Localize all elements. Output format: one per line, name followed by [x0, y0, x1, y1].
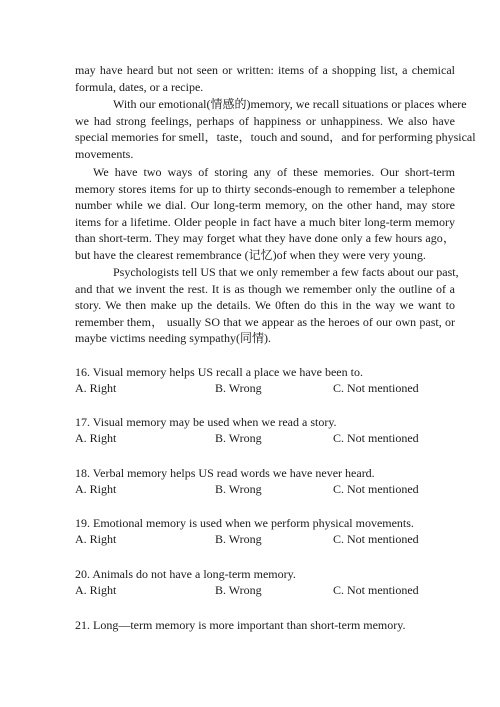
answer-options: [75, 531, 455, 547]
text-line: we had strong feelings, perhaps of happiness or unhappiness. We also have: [75, 113, 455, 128]
option-a: A. Right: [75, 431, 117, 445]
answer-options: [75, 380, 455, 396]
option-a: A. Right: [75, 482, 117, 496]
text-line: movements.: [75, 146, 134, 161]
text-line: items for a lifetime. Older people in fact have a much biter long-term memory: [75, 214, 455, 229]
option-a: A. Right: [75, 583, 117, 597]
question-18: [75, 465, 455, 497]
question-16: [75, 364, 455, 396]
text-line: may have heard but not seen or written: items of a shopping list, a chemical: [75, 63, 455, 77]
option-c: C. Not mentioned: [333, 532, 419, 546]
text-line: number while we dial. Our long-term memory, on the other hand, may store: [75, 198, 455, 212]
question-stem: 20. Animals do not have a long-term memory.: [75, 567, 296, 581]
question-stem: 16. Visual memory helps US recall a place we have been to.: [75, 365, 363, 379]
question-20: [75, 566, 455, 598]
option-c: C. Not mentioned: [333, 431, 419, 445]
answer-options: [75, 481, 455, 497]
text-line: special memories for smell，taste，touch and sound，and for performing physical: [75, 130, 476, 144]
text-line: than short-term. They may forget what they have done only a few hours ago，: [75, 231, 455, 245]
text-line: but have the clearest remembrance (记忆)of when they were very young.: [75, 247, 426, 262]
option-b: B. Wrong: [215, 431, 262, 445]
paragraph-continuation: [75, 62, 455, 95]
question-21: [75, 617, 455, 633]
text-line: story. We then make up the details. We 0ften do this in the way we want to: [75, 298, 455, 312]
paragraph-emotional-memory: [75, 96, 476, 162]
text-line: With our emotional(情感的)memory, we recall situations or places where: [113, 97, 467, 111]
paragraph-storing-memories: [75, 164, 455, 263]
option-c: C. Not mentioned: [333, 381, 419, 395]
paragraph-psychologists: [75, 264, 459, 347]
text-line: formula, dates, or a recipe.: [75, 79, 204, 94]
question-stem: 21. Long—term memory is more important than short-term memory.: [75, 618, 406, 632]
question-stem: 19. Emotional memory is used when we perform physical movements.: [75, 516, 414, 530]
option-c: C. Not mentioned: [333, 482, 419, 496]
text-line: maybe victims needing sympathy(同情).: [75, 331, 271, 345]
text-line: remember them， usually SO that we appear as the heroes of our own past, or: [75, 314, 455, 329]
question-17: [75, 414, 455, 446]
option-b: B. Wrong: [215, 583, 262, 597]
text-line: Psychologists tell US that we only remember a few facts about our past,: [113, 265, 459, 279]
option-a: A. Right: [75, 532, 117, 546]
option-b: B. Wrong: [215, 532, 262, 546]
text-line: We have two ways of storing any of these memories. Our short-term: [93, 165, 455, 179]
question-stem: 18. Verbal memory helps US read words we have never heard.: [75, 466, 375, 480]
option-a: A. Right: [75, 381, 117, 395]
option-c: C. Not mentioned: [333, 583, 419, 597]
text-line: memory stores items for up to thirty seconds-enough to remember a telephone: [75, 181, 455, 196]
question-stem: 17. Visual memory may be used when we read a story.: [75, 415, 337, 429]
question-19: [75, 515, 455, 547]
text-line: and that we invent the rest. It is as though we remember only the outline of a: [75, 281, 455, 296]
option-b: B. Wrong: [215, 381, 262, 395]
option-b: B. Wrong: [215, 482, 262, 496]
answer-options: [75, 582, 455, 598]
answer-options: [75, 430, 455, 446]
